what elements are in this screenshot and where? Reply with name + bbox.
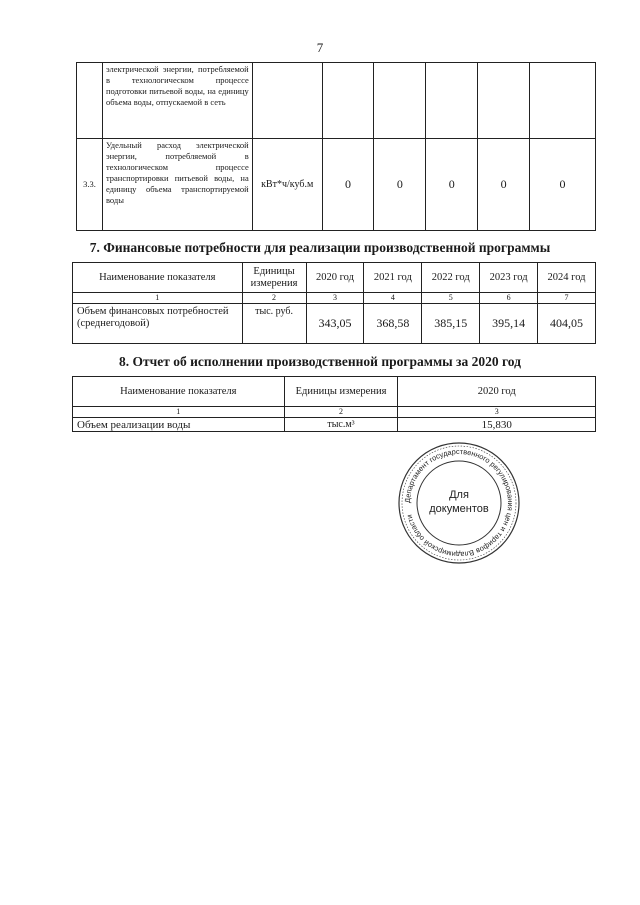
col-index: 3 (306, 293, 364, 304)
col-header: 2022 год (422, 263, 480, 293)
financial-needs-table (72, 262, 596, 344)
stamp-ring-text: Департамент государственного регулирования цен и тарифов Владимирской области (402, 446, 516, 560)
col-header: 2023 год (480, 263, 538, 293)
row-value (478, 63, 530, 139)
row-number: 3.3. (77, 139, 103, 231)
row-value: 0 (478, 139, 530, 231)
row-name: Объем реализации воды (73, 418, 285, 432)
col-index: 1 (73, 293, 243, 304)
row-value (322, 63, 374, 139)
index-row (73, 407, 596, 418)
row-value: 0 (426, 139, 478, 231)
row-value: 0 (322, 139, 374, 231)
col-index: 3 (398, 407, 596, 418)
col-index: 5 (422, 293, 480, 304)
col-header: Наименование показателя (73, 263, 243, 293)
col-index: 7 (538, 293, 596, 304)
col-header: Наименование показателя (73, 377, 285, 407)
col-header: 2024 год (538, 263, 596, 293)
row-value: 343,05 (306, 304, 364, 344)
table-row (77, 63, 596, 139)
row-value: 0 (530, 139, 596, 231)
row-value: 0 (374, 139, 426, 231)
index-row (73, 293, 596, 304)
official-stamp (396, 440, 522, 566)
col-index: 6 (480, 293, 538, 304)
col-header: Единицы измерения (284, 377, 398, 407)
row-value: 15,830 (398, 418, 596, 432)
table-header-row (73, 263, 596, 293)
table-row (73, 304, 596, 344)
stamp-center-line1: Для (449, 489, 469, 501)
row-name: электрической энергии, потребляемой в технологическом процессе подготовки питьевой воды, на единицу объема воды, отпускаемой в сеть (102, 63, 252, 139)
col-header: 2020 год (306, 263, 364, 293)
col-header: Единицы измерения (242, 263, 306, 293)
row-name: Удельный расход электрической энергии, потребляемой в технологическом процессе транспортировки питьевой воды, на единицу объема транспортируемой воды (102, 139, 252, 231)
program-report-table (72, 376, 596, 432)
row-value: 385,15 (422, 304, 480, 344)
table-row (77, 139, 596, 231)
row-unit (252, 63, 322, 139)
table-row (73, 418, 596, 432)
indicators-table-continuation (76, 62, 596, 231)
row-value (530, 63, 596, 139)
row-value: 404,05 (538, 304, 596, 344)
row-value (426, 63, 478, 139)
table-header-row (73, 377, 596, 407)
col-header: 2020 год (398, 377, 596, 407)
row-unit: тыс. руб. (242, 304, 306, 344)
section8-title: 8. Отчет об исполнении производственной программы за 2020 год (119, 354, 521, 369)
row-value (374, 63, 426, 139)
row-unit: тыс.м³ (284, 418, 398, 432)
col-index: 1 (73, 407, 285, 418)
row-number (77, 63, 103, 139)
row-value: 368,58 (364, 304, 422, 344)
row-name: Объем финансовых потребностей (среднегодовой) (73, 304, 243, 344)
page-number: 7 (316, 40, 324, 55)
col-header: 2021 год (364, 263, 422, 293)
col-index: 2 (284, 407, 398, 418)
col-index: 2 (242, 293, 306, 304)
stamp-center-line2: документов (429, 503, 489, 515)
section7-title: 7. Финансовые потребности для реализации производственной программы (89, 240, 551, 255)
col-index: 4 (364, 293, 422, 304)
row-value: 395,14 (480, 304, 538, 344)
row-unit: кВт*ч/куб.м (252, 139, 322, 231)
